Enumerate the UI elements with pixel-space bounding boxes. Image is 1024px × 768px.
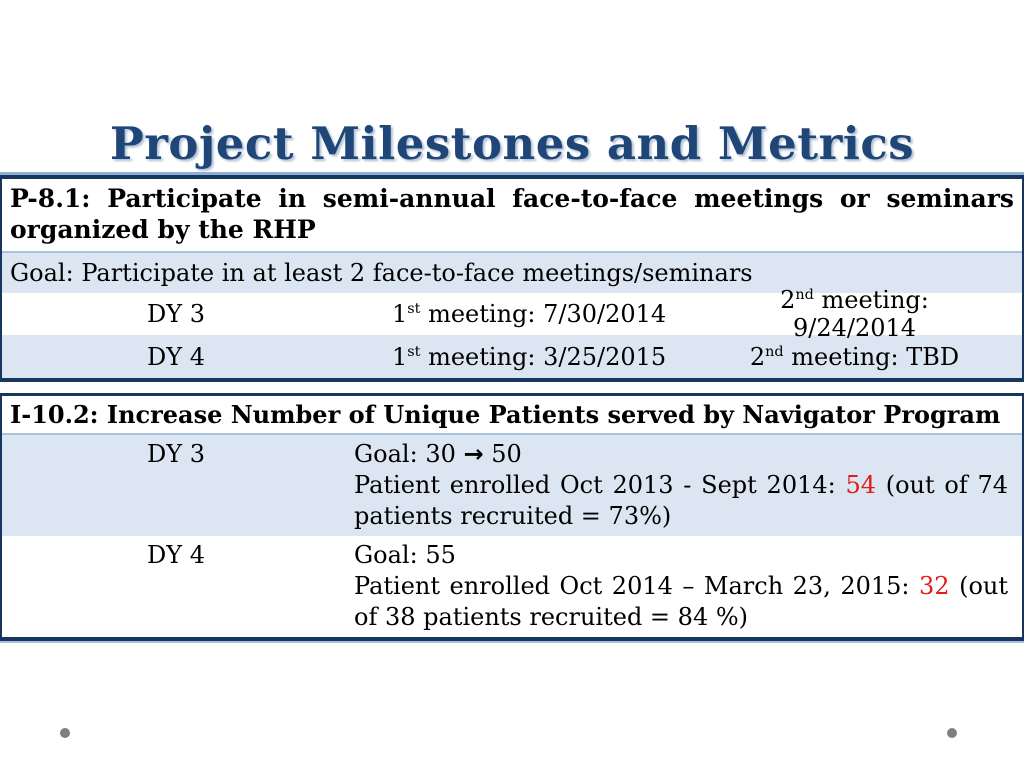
dy-label: DY 4: [147, 342, 205, 371]
enrollment-text: Patient enrolled Oct 2013 - Sept 2014: 54 (out of 74 patients recruited = 73%): [354, 471, 1009, 530]
second-meeting-value: 2nd meeting: TBD: [749, 342, 960, 371]
page-title: Project Milestones and Metrics: [109, 117, 915, 170]
goal-value: Goal: 55: [354, 541, 456, 569]
goal-row: Goal: Participate in at least 2 face-to-face meetings/seminars: [2, 253, 1022, 293]
first-meeting-value: 1st meeting: 7/30/2014: [392, 300, 667, 328]
table-row-dy4: [2, 536, 1022, 637]
gray-dot: [947, 728, 957, 738]
dy-label: DY 4: [147, 541, 205, 569]
dy-label: DY 3: [147, 300, 205, 328]
milestone-table-p81: [0, 175, 1024, 382]
second-meeting-value: 2nd meeting: 9/24/2014: [780, 286, 929, 342]
milestone-table-i102: [0, 393, 1024, 641]
first-meeting-value: 1st meeting: 3/25/2015: [392, 342, 667, 371]
milestone-heading-p81: P-8.1: Participate in semi-annual face-to-face meetings or seminars organized by the RHP: [2, 179, 1022, 251]
gray-dot: [60, 728, 70, 738]
milestone-heading-i102: I-10.2: Increase Number of Unique Patients served by Navigator Program: [2, 396, 1022, 433]
table-row-dy3: [2, 435, 1022, 536]
dy-label: DY 3: [147, 440, 205, 468]
metric-details: [354, 540, 1022, 633]
metric-details: [354, 439, 1022, 532]
title-area: [0, 0, 1024, 172]
goal-value: Goal: 30 → 50: [354, 440, 522, 468]
enrollment-text: Patient enrolled Oct 2014 – March 23, 2015: 32 (out of 38 patients recruited = 84 %): [354, 572, 1009, 631]
table-row-dy3: [2, 286, 1022, 342]
table-bottom-accent-line: [0, 641, 1024, 643]
